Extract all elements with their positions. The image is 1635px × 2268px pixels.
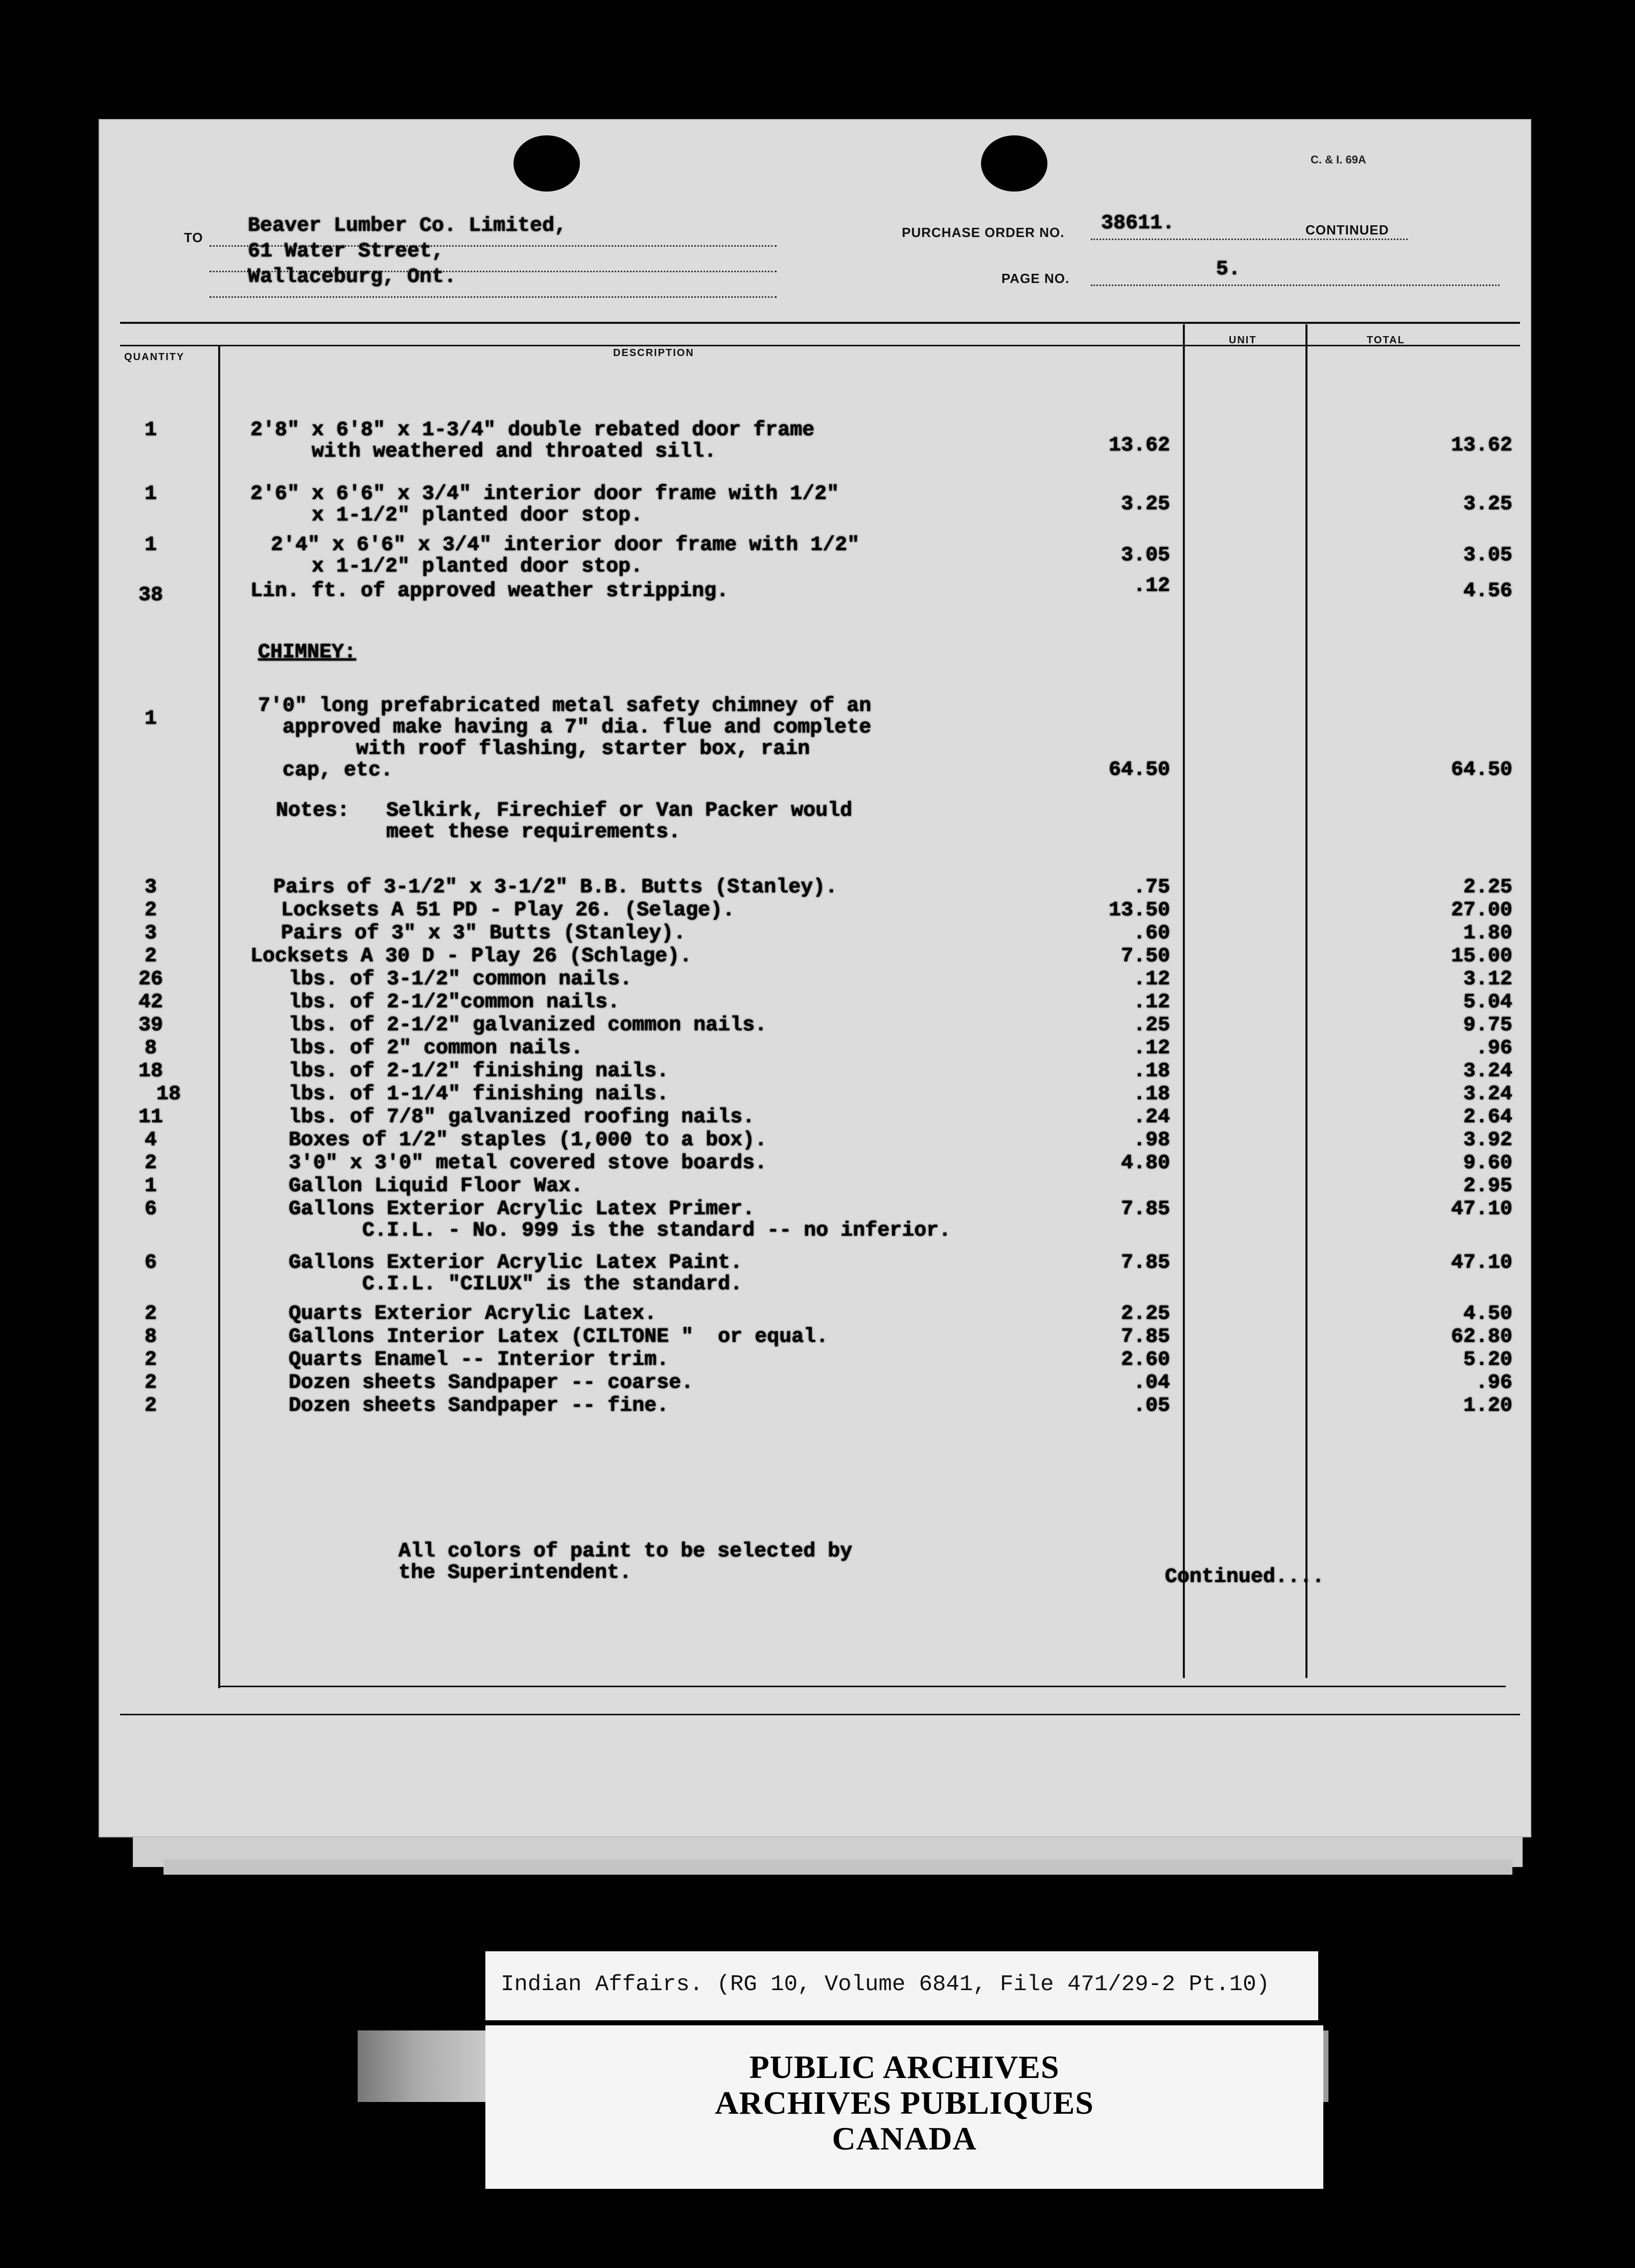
chimney-heading: CHIMNEY:: [258, 641, 357, 664]
vendor-address: 61 Water Street,: [248, 240, 445, 263]
line-item: [100, 1326, 1530, 1351]
item-unit-price: .18: [1133, 1083, 1170, 1106]
item-description: lbs. of 7/8" galvanized roofing nails.: [289, 1106, 755, 1129]
item-description: x 1-1/2" planted door stop.: [250, 504, 643, 527]
item-total: 3.92: [1463, 1129, 1512, 1152]
item-total: 4.50: [1463, 1303, 1512, 1326]
item-quantity: 2: [144, 1372, 157, 1395]
po-number-label: PURCHASE ORDER NO.: [902, 225, 1065, 240]
item-unit-price: .12: [1133, 968, 1170, 991]
item-total: .96: [1475, 1372, 1512, 1395]
item-quantity: 38: [138, 584, 163, 607]
item-description: lbs. of 1-1/4" finishing nails.: [289, 1083, 669, 1106]
paint-colors-note: All colors of paint to be selected by: [399, 1540, 853, 1563]
archive-reference: Indian Affairs. (RG 10, Volume 6841, File 471/29-2 Pt.10): [501, 1972, 1270, 1997]
item-quantity: 6: [144, 1251, 157, 1274]
item-total: 4.56: [1463, 580, 1512, 603]
item-description: lbs. of 2-1/2" galvanized common nails.: [289, 1014, 767, 1037]
line-item: [100, 1014, 1530, 1040]
item-total: 3.24: [1463, 1083, 1512, 1106]
item-description: with roof flashing, starter box, rain: [258, 738, 810, 761]
item-description: Gallon Liquid Floor Wax.: [289, 1175, 583, 1198]
line-item: [100, 1395, 1530, 1420]
item-total: 2.95: [1463, 1175, 1512, 1198]
sheet-bottom-rule: [120, 1714, 1520, 1715]
item-description: x 1-1/2" planted door stop.: [250, 555, 643, 578]
item-unit-price: 2.25: [1120, 1303, 1170, 1326]
item-description: C.I.L. - No. 999 is the standard -- no inferior.: [289, 1219, 951, 1242]
item-quantity: 2: [144, 1349, 157, 1372]
item-description: 2'8" x 6'8" x 1-3/4" double rebated door frame: [250, 419, 815, 442]
item-quantity: 3: [144, 922, 157, 945]
po-number: 38611.: [1101, 212, 1175, 235]
vendor-name: Beaver Lumber Co. Limited,: [248, 215, 567, 238]
to-label: TO: [184, 230, 203, 245]
item-total: 3.12: [1463, 968, 1512, 991]
item-quantity: 26: [138, 968, 163, 991]
line-item: [100, 945, 1530, 971]
line-item: [100, 575, 1530, 607]
item-quantity: 1: [144, 707, 157, 730]
line-item: [100, 1349, 1530, 1374]
item-total: 1.20: [1463, 1395, 1512, 1418]
item-unit-price: 7.85: [1120, 1251, 1170, 1274]
line-item: [100, 695, 1530, 782]
line-item: [100, 1175, 1530, 1200]
item-quantity: 1: [144, 534, 157, 557]
item-quantity: 4: [144, 1129, 157, 1152]
item-quantity: 2: [144, 1395, 157, 1418]
item-description: Gallons Exterior Acrylic Latex Paint.: [289, 1251, 743, 1274]
item-description: Pairs of 3-1/2" x 3-1/2" B.B. Butts (Stanley).: [273, 876, 838, 899]
chimney-note: Notes: Selkirk, Firechief or Van Packer would: [276, 799, 853, 822]
item-description: Quarts Enamel -- Interior trim.: [289, 1349, 669, 1372]
section-heading: [100, 641, 1530, 667]
line-item: [100, 922, 1530, 948]
line-item: [100, 876, 1530, 902]
item-quantity: 39: [138, 1014, 163, 1037]
item-unit-price: .24: [1133, 1106, 1170, 1129]
item-description: Lin. ft. of approved weather stripping.: [250, 580, 729, 603]
item-unit-price: 4.80: [1120, 1152, 1170, 1175]
line-item: [100, 991, 1530, 1017]
paint-colors-note: the Superintendent.: [399, 1562, 632, 1585]
page-number-rule: [1091, 285, 1500, 286]
item-unit-price: 13.62: [1108, 434, 1170, 457]
item-quantity: 1: [144, 483, 157, 506]
item-total: 3.05: [1463, 544, 1512, 567]
item-description: approved make having a 7" dia. flue and complete: [258, 716, 872, 739]
item-description: 2'6" x 6'6" x 3/4" interior door frame with 1/2": [250, 483, 839, 506]
item-unit-price: .12: [1133, 991, 1170, 1014]
item-description: cap, etc.: [258, 759, 393, 782]
item-description: lbs. of 2-1/2" finishing nails.: [289, 1060, 669, 1083]
line-item: [100, 1198, 1530, 1242]
item-total: 5.20: [1463, 1349, 1512, 1372]
item-total: 3.24: [1463, 1060, 1512, 1083]
punch-hole: [981, 135, 1047, 192]
archives-stamp: [485, 2025, 1323, 2189]
item-unit-price: 7.85: [1120, 1198, 1170, 1221]
stamp-line-french: ARCHIVES PUBLIQUES: [715, 2085, 1094, 2121]
form-code: C. & I. 69A: [1311, 153, 1366, 166]
item-quantity: 18: [156, 1083, 181, 1106]
item-description: C.I.L. "CILUX" is the standard.: [289, 1273, 743, 1296]
note: [100, 799, 1530, 844]
item-quantity: 2: [144, 945, 157, 968]
item-total: 1.80: [1463, 922, 1512, 945]
item-quantity: 42: [138, 991, 163, 1014]
item-total: 3.25: [1463, 493, 1512, 516]
item-unit-price: 3.25: [1120, 493, 1170, 516]
item-description: Gallons Interior Latex (CILTONE " or equal.: [289, 1326, 829, 1349]
item-unit-price: 7.85: [1120, 1326, 1170, 1349]
total-header: TOTAL: [1367, 335, 1405, 346]
item-unit-price: 13.50: [1108, 899, 1170, 922]
quantity-header: QUANTITY: [124, 351, 185, 363]
item-quantity: 1: [144, 419, 157, 442]
item-unit-price: 64.50: [1108, 759, 1170, 782]
line-item: [100, 419, 1530, 463]
item-total: 5.04: [1463, 991, 1512, 1014]
item-total: 13.62: [1451, 434, 1512, 457]
item-description: Dozen sheets Sandpaper -- fine.: [289, 1395, 669, 1418]
item-description: Gallons Exterior Acrylic Latex Primer.: [289, 1198, 755, 1221]
item-total: 9.75: [1463, 1014, 1512, 1037]
item-unit-price: .18: [1133, 1060, 1170, 1083]
header-rule: [120, 345, 1520, 346]
item-quantity: 6: [144, 1198, 157, 1221]
item-description: 7'0" long prefabricated metal safety chimney of an: [258, 695, 872, 718]
item-unit-price: .12: [1133, 575, 1170, 598]
item-unit-price: .60: [1133, 922, 1170, 945]
item-description: Pairs of 3" x 3" Butts (Stanley).: [281, 922, 686, 945]
item-total: 47.10: [1451, 1198, 1512, 1221]
stamp-line-english: PUBLIC ARCHIVES: [749, 2049, 1060, 2085]
item-total: 27.00: [1451, 899, 1512, 922]
item-description: Dozen sheets Sandpaper -- coarse.: [289, 1372, 694, 1395]
line-item: [100, 1251, 1530, 1296]
line-item: [100, 968, 1530, 994]
item-quantity: 2: [144, 1303, 157, 1326]
item-description: lbs. of 3-1/2" common nails.: [289, 968, 633, 991]
purchase-order-page: [100, 120, 1530, 1836]
item-total: 2.25: [1463, 876, 1512, 899]
line-item: [100, 1152, 1530, 1177]
vendor-city: Wallaceburg, Ont.: [248, 266, 457, 289]
item-total: 15.00: [1451, 945, 1512, 968]
line-item: [100, 1303, 1530, 1328]
item-quantity: 8: [144, 1326, 157, 1349]
page-number: 5.: [1216, 258, 1241, 281]
chimney-note: meet these requirements.: [276, 821, 681, 844]
item-description: lbs. of 2-1/2"common nails.: [289, 991, 620, 1014]
line-item: [100, 534, 1530, 578]
item-total: 47.10: [1451, 1251, 1512, 1274]
item-unit-price: 3.05: [1120, 544, 1170, 567]
to-line-3-rule: [209, 296, 777, 298]
item-description: Boxes of 1/2" staples (1,000 to a box).: [289, 1129, 767, 1152]
page-number-label: PAGE NO.: [1001, 271, 1070, 286]
item-description: Quarts Exterior Acrylic Latex.: [289, 1303, 657, 1326]
item-unit-price: .25: [1133, 1014, 1170, 1037]
item-total: 62.80: [1451, 1326, 1512, 1349]
item-quantity: 11: [138, 1106, 163, 1129]
item-description: with weathered and throated sill.: [250, 440, 717, 463]
item-total: 64.50: [1451, 759, 1512, 782]
line-item: [100, 1129, 1530, 1154]
description-header: DESCRIPTION: [613, 347, 694, 359]
item-description: lbs. of 2" common nails.: [289, 1037, 583, 1060]
item-unit-price: 7.50: [1120, 945, 1170, 968]
line-item: [100, 1037, 1530, 1062]
line-item: [100, 899, 1530, 925]
item-quantity: 1: [144, 1175, 157, 1198]
item-description: Locksets A 30 D - Play 26 (Schlage).: [250, 945, 692, 968]
item-quantity: 8: [144, 1037, 157, 1060]
item-total: 2.64: [1463, 1106, 1512, 1129]
line-item: [100, 1106, 1530, 1131]
item-quantity: 3: [144, 876, 157, 899]
item-unit-price: .75: [1133, 876, 1170, 899]
item-quantity: 2: [144, 899, 157, 922]
unit-header: UNIT: [1229, 335, 1257, 346]
item-unit-price: .12: [1133, 1037, 1170, 1060]
item-description: 3'0" x 3'0" metal covered stove boards.: [289, 1152, 767, 1175]
item-quantity: 18: [138, 1060, 163, 1083]
line-item: [100, 483, 1530, 527]
item-unit-price: 2.60: [1120, 1349, 1170, 1372]
stamp-line-country: CANADA: [832, 2120, 977, 2157]
table-bottom-rule: [218, 1686, 1506, 1687]
item-unit-price: .05: [1133, 1395, 1170, 1418]
punch-hole: [513, 135, 580, 192]
line-item: [100, 1372, 1530, 1397]
item-unit-price: .04: [1133, 1372, 1170, 1395]
continued-text: Continued....: [1165, 1566, 1325, 1589]
line-item: [100, 1083, 1530, 1108]
item-description: 2'4" x 6'6" x 3/4" interior door frame with 1/2": [271, 534, 860, 557]
table-top-rule: [120, 322, 1520, 324]
item-description: Locksets A 51 PD - Play 26. (Selage).: [281, 899, 735, 922]
item-quantity: 2: [144, 1152, 157, 1175]
continued-label: CONTINUED: [1305, 222, 1389, 238]
item-total: .96: [1475, 1037, 1512, 1060]
line-item: [100, 1060, 1530, 1085]
item-total: 9.60: [1463, 1152, 1512, 1175]
archive-reference-label: [485, 1951, 1318, 2020]
sheet-edge: [164, 1859, 1512, 1875]
item-unit-price: .98: [1133, 1129, 1170, 1152]
po-number-rule: [1091, 239, 1408, 240]
